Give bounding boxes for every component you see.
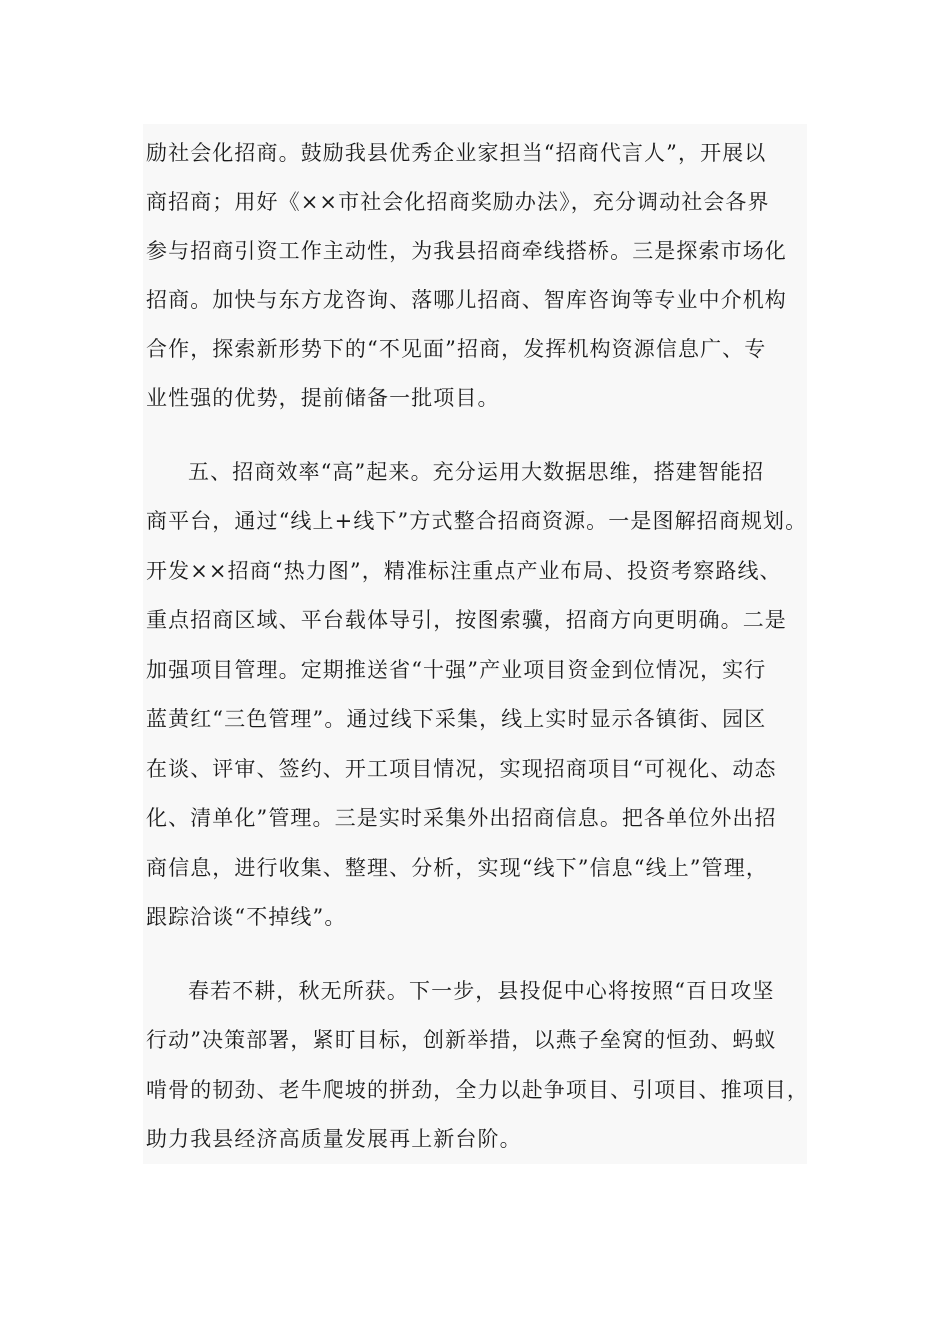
paragraph-1-line-4: 招商。加快与东方龙咨询、落哪儿招商、智库咨询等专业中介机构	[146, 288, 787, 312]
paragraph-1-line-3: 参与招商引资工作主动性，为我县招商牵线搭桥。三是探索市场化	[146, 239, 787, 263]
paragraph-2-line-5: 加强项目管理。定期推送省“十强”产业项目资金到位情况，实行	[146, 658, 767, 682]
paragraph-2-line-8: 化、清单化”管理。三是实时采集外出招商信息。把各单位外出招	[146, 806, 777, 830]
paragraph-3-line-4: 助力我县经济高质量发展再上新台阶。	[146, 1127, 522, 1151]
paragraph-3-line-1: 春若不耕，秋无所获。下一步，县投促中心将按照“百日攻坚	[188, 979, 775, 1003]
paragraph-2-line-2: 商平台，通过“线上+线下”方式整合招商资源。一是图解招商规划。	[146, 509, 808, 533]
paragraph-2-line-6: 蓝黄红“三色管理”。通过线下采集，线上实时显示各镇街、园区	[146, 707, 767, 731]
paragraph-1-line-2: 商招商；用好《××市社会化招商奖励办法》，充分调动社会各界	[146, 190, 770, 214]
paragraph-2-line-7: 在谈、评审、签约、开工项目情况，实现招商项目“可视化、动态	[146, 757, 777, 781]
paragraph-2-line-4: 重点招商区域、平台载体导引，按图索骥，招商方向更明确。二是	[146, 608, 787, 632]
paragraph-2-line-3: 开发××招商“热力图”，精准标注重点产业布局、投资考察路线、	[146, 559, 782, 583]
paragraph-1-line-5: 合作，探索新形势下的“不见面”招商，发挥机构资源信息广、专	[146, 337, 767, 361]
text-block-background	[143, 124, 807, 1164]
paragraph-1-line-6: 业性强的优势，提前储备一批项目。	[146, 386, 500, 410]
paragraph-3-line-2: 行动”决策部署，紧盯目标，创新举措，以燕子垒窝的恒劲、蚂蚁	[146, 1028, 777, 1052]
paragraph-3-line-3: 啃骨的韧劲、老牛爬坡的拼劲，全力以赴争项目、引项目、推项目，	[146, 1078, 809, 1102]
paragraph-2-line-10: 跟踪洽谈“不掉线”。	[146, 905, 347, 929]
paragraph-1-line-1: 励社会化招商。鼓励我县优秀企业家担当“招商代言人”，开展以	[146, 141, 767, 165]
paragraph-2-line-1: 五、招商效率“高”起来。充分运用大数据思维，搭建智能招	[188, 460, 765, 484]
paragraph-2-line-9: 商信息，进行收集、整理、分析，实现“线下”信息“线上”管理，	[146, 856, 768, 880]
